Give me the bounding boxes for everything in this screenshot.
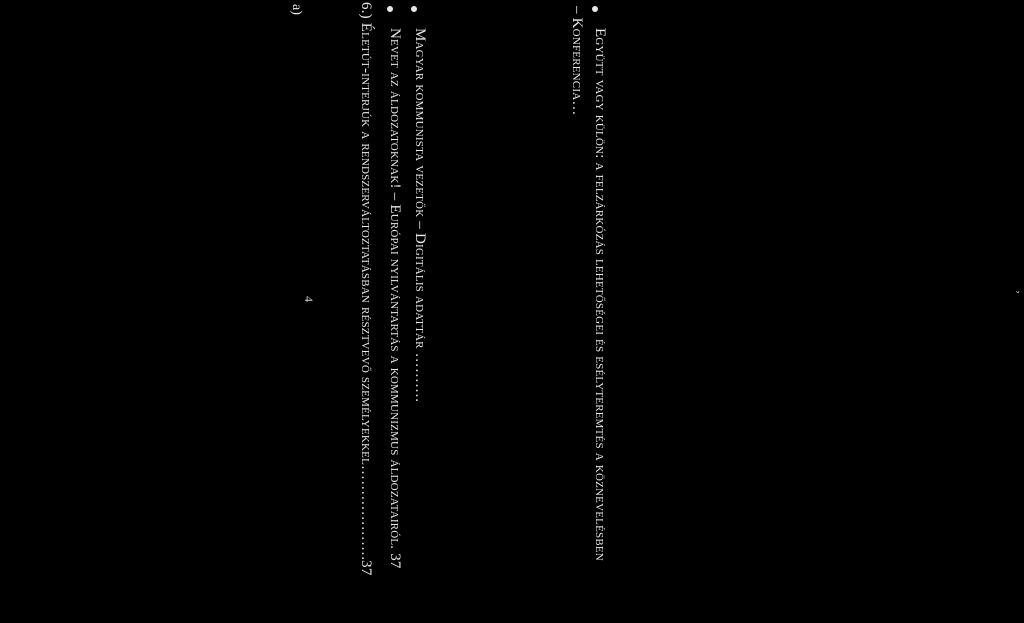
bullet-3 xyxy=(387,6,393,12)
bullet-2 xyxy=(411,6,417,12)
toc-item-2: Magyar kommunista vezetők – Digitális adattár ………. xyxy=(412,28,428,403)
toc-item-1-line-2: – Konferencia… xyxy=(569,6,585,116)
page-number: 4 xyxy=(302,296,316,302)
toc-item-3: Nevet az áldozatoknak! – Európai nyilvántartás a kommunizmus áldozatairól. 37 xyxy=(387,28,403,569)
edge-mark: ʼ xyxy=(1008,290,1022,294)
toc-item-4: 6.) Életút-interjúk a rendszerváltoztatásban résztvevő személyekkel……………….37 xyxy=(358,2,374,576)
bullet-1 xyxy=(592,6,598,12)
toc-item-1-line-1: Együtt vagy külön: a felzárkózás lehetőségei és esélyteremtés a köznevelésben xyxy=(592,28,608,561)
sub-item-a: a) xyxy=(289,4,304,15)
